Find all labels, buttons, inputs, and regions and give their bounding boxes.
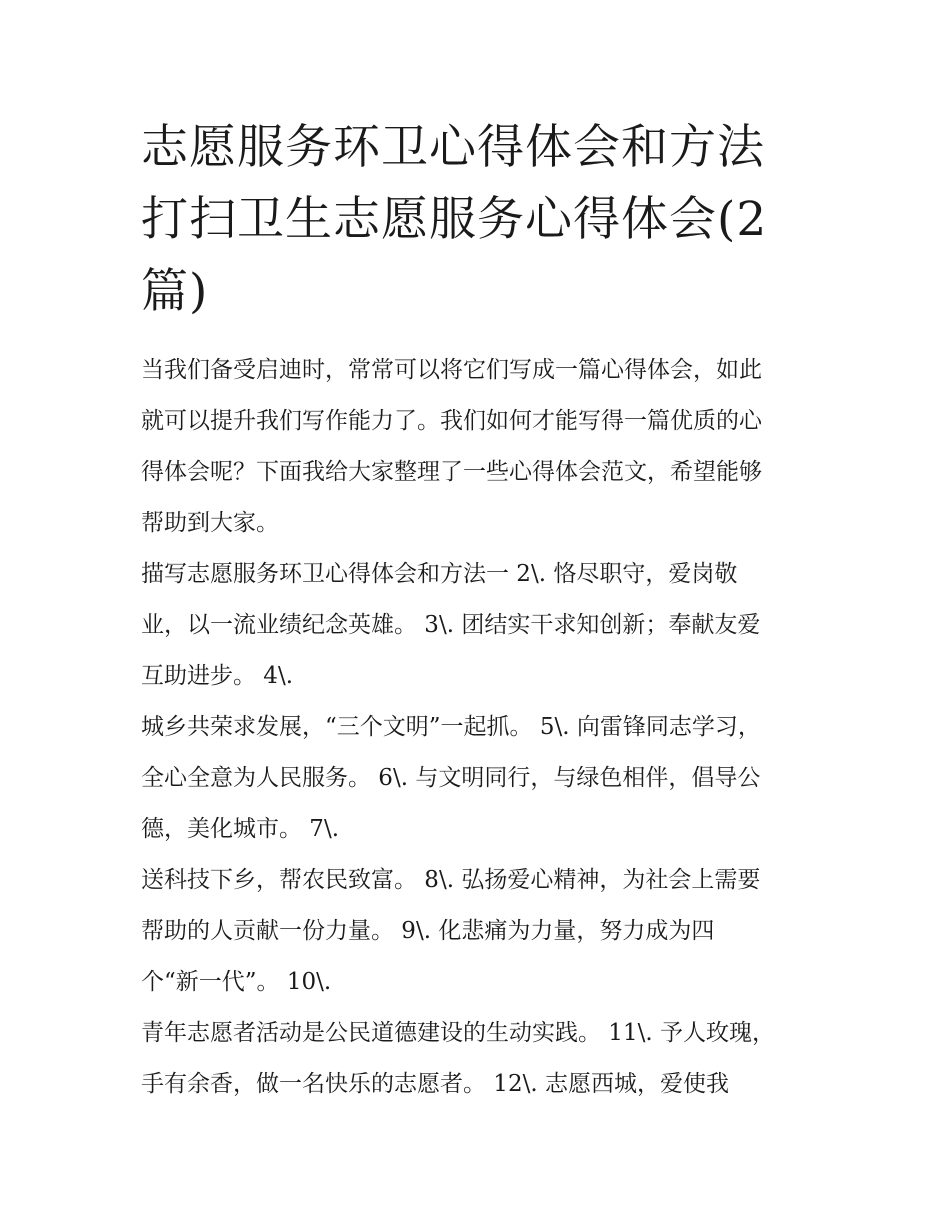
document-title: 志愿服务环卫心得体会和方法 打扫卫生志愿服务心得体会(2 篇) — [141, 120, 768, 319]
body-paragraph: 城乡共荣求发展，“三个文明”一起抓。 5\. 向雷锋同志学习， 全心全意为人民服务。 6\. 与文明同行，与绿色相伴，倡导公 德，美化城市。 7\. — [141, 714, 761, 842]
document-body — [141, 112, 821, 1110]
body-paragraph: 送科技下乡，帮农民致富。 8\. 弘扬爱心精神，为社会上需要 帮助的人贡献一份力量。 9\. 化悲痛为力量，努力成为四 个“新一代”。 10\. — [141, 867, 761, 995]
body-paragraph: 描写志愿服务环卫心得体会和方法一 2\. 恪尽职守，爱岗敬 业，以一流业绩纪念英雄。 3\. 团结实干求知创新；奉献友爱 互助进步。 4\. — [141, 561, 761, 689]
intro-paragraph: 当我们备受启迪时，常常可以将它们写成一篇心得体会，如此 就可以提升我们写作能力了。我们如何才能写得一篇优质的心 得体会呢？下面我给大家整理了一些心得体会范文，希望能够 帮助到大家。 — [141, 357, 762, 536]
body-paragraph: 青年志愿者活动是公民道德建设的生动实践。 11\. 予人玫瑰， 手有余香，做一名快乐的志愿者。 12\. 志愿西城，爱使我 — [141, 1020, 775, 1097]
